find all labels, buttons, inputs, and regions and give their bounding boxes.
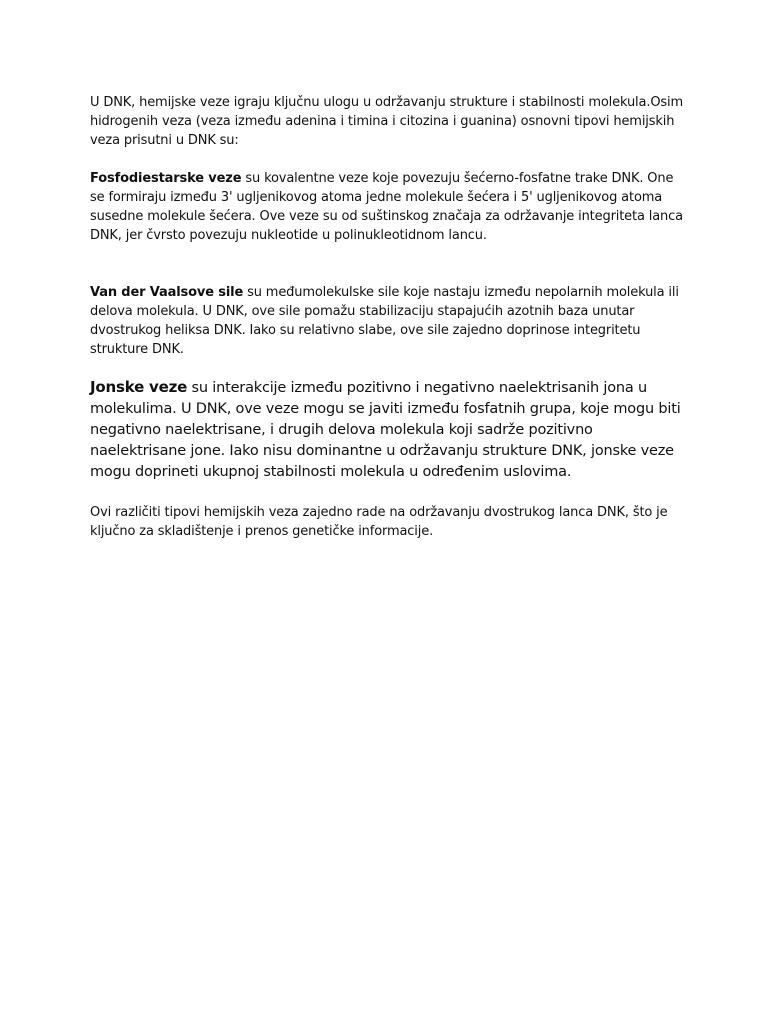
van-der-waals-text: su međumolekulske sile koje nastaju između nepolarnih molekula ili delova molekula. U DNK, ove sile pomažu stabilizaciju stapajućih azotnih baza unutar dvostrukog heliksa DNK. Iako su relativno slabe, ove sile zajedno doprinose integritetu strukture DNK.	[90, 285, 679, 357]
intro-text: U DNK, hemijske veze igraju ključnu ulogu u održavanju strukture i stabilnosti molekula.Osim hidrogenih veza (veza između adenina i timina i citozina i guanina) osnovni tipovi hemijskih veza prisutni u DNK su:	[90, 95, 683, 148]
conclusion-paragraph	[90, 503, 685, 541]
phosphodiester-paragraph	[90, 169, 685, 245]
ionic-bonds-text: su interakcije između pozitivno i negativno naelektrisanih jona u molekulima. U DNK, ove veze mogu se javiti između fosfatnih grupa, koje mogu biti negativno naelektrisane, i drugih delova molekula koji sadrže pozitivno naelektrisane jone. Iako nisu dominantne u održavanju strukture DNK, jonske veze mogu doprineti ukupnoj stabilnosti molekula u određenim uslovima.	[90, 380, 681, 480]
ionic-bonds-paragraph	[90, 377, 685, 483]
conclusion-text: Ovi različiti tipovi hemijskih veza zajedno rade na održavanju dvostrukog lanca DNK, što je ključno za skladištenje i prenos genetičke informacije.	[90, 505, 668, 539]
intro-paragraph	[90, 93, 685, 150]
van-der-waals-paragraph	[90, 283, 685, 359]
van-der-waals-heading: Van der Vaalsove sile	[90, 285, 244, 300]
ionic-bonds-heading: Jonske veze	[90, 378, 188, 396]
document-page	[90, 93, 685, 541]
phosphodiester-heading: Fosfodiestarske veze	[90, 171, 242, 186]
phosphodiester-text: su kovalentne veze koje povezuju šećerno-fosfatne trake DNK. One se formiraju između 3' ugljenikovog atoma jedne molekule šećera i 5' ugljenikovog atoma susedne molekule šećera. Ove veze su od suštinskog značaja za održavanje integriteta lanca DNK, jer čvrsto povezuju nukleotide u polinukleotidnom lancu.	[90, 171, 683, 243]
